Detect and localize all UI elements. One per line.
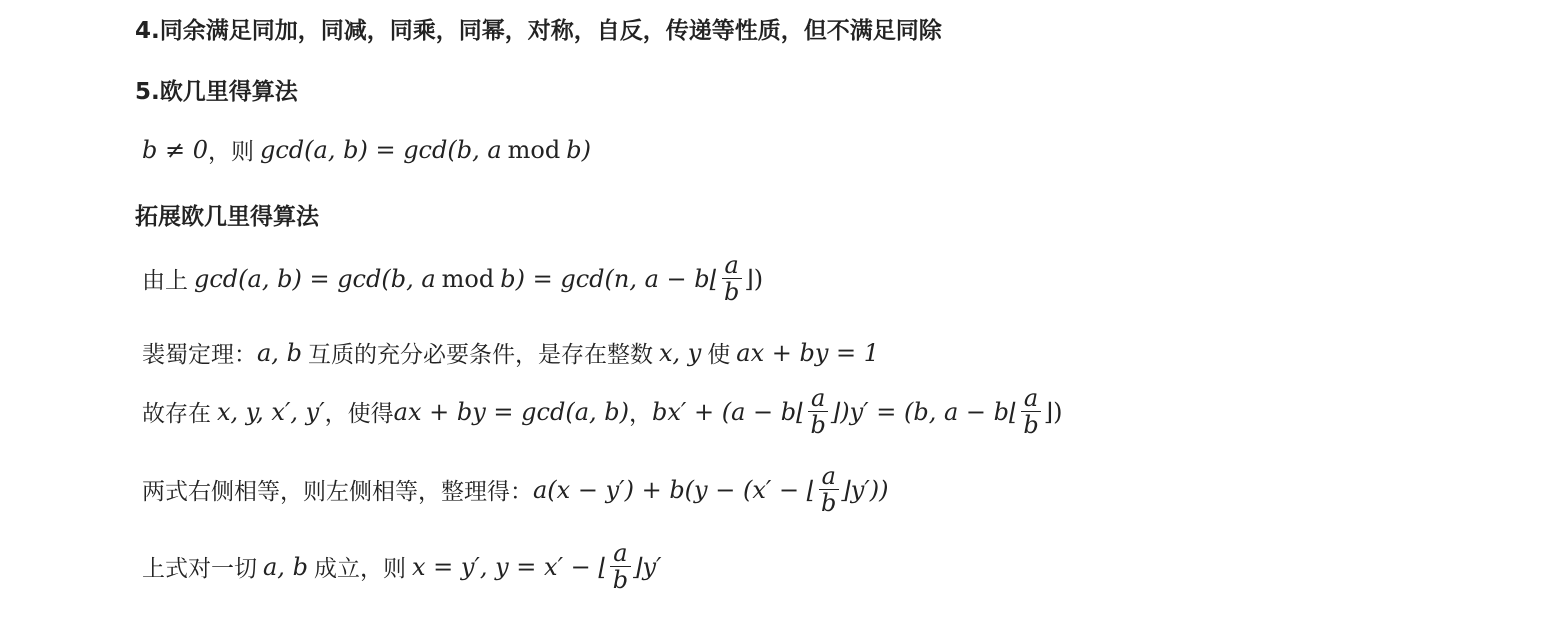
fraction-a-over-b: $\frac{a}{b}$ [1020,385,1041,438]
fraction-a-over-b: $\frac{a}{b}$ [807,385,828,438]
result-label: 上式对一切 [142,556,257,582]
fraction-a-over-b: $\frac{a}{b}$ [610,540,631,593]
derivation-formula: gcd(a, b) = gcd(b, a [194,264,436,293]
bezout-xy: x, y [658,338,702,367]
equal-sides-line [142,463,889,516]
result-equation-a: x = y′, y = x′ − ⌊ [411,552,608,581]
fraction-a-over-b: $\frac{a}{b}$ [721,252,742,305]
result-vars: a, b [263,552,308,581]
derivation-line [142,252,763,305]
euclid-then-text: ，则 [208,139,254,165]
bezout-text: 互质的充分必要条件，是存在整数 [307,342,653,368]
existence-equation-2b: ⌋)y′ = (b, a − b⌊ [830,397,1019,426]
equal-sides-equation-a: a(x − y′) + b(y − (x′ − ⌊ [533,475,817,504]
existence-equation-1: ax + by = gcd(a, b) [393,397,629,426]
result-line [142,540,662,593]
existence-text: ，使得 [324,401,394,427]
result-equation-b: ⌋y′ [633,552,662,581]
equal-sides-equation-b: ⌋y′)) [841,475,889,504]
existence-comma: ， [629,401,652,427]
fraction-a-over-b: $\frac{a}{b}$ [818,463,839,516]
derivation-formula-tail: ⌋) [744,264,764,293]
euclid-condition: b ≠ 0 [142,135,208,164]
bezout-text-2: 使 [707,342,731,368]
euclid-formula: gcd(a, b) = gcd(b, a [260,135,502,164]
existence-equation-2a: bx′ + (a − b⌊ [652,397,806,426]
bezout-label: 裴蜀定理： [142,342,257,368]
existence-vars: x, y, x′, y′ [217,397,325,426]
mod-operator: mod [507,135,561,164]
euclid-formula-tail: b) [566,135,591,164]
existence-equation-2c: ⌋) [1043,397,1063,426]
heading-extended-euclid: 拓展欧几里得算法 [135,204,319,230]
euclid-formula-line [142,133,591,166]
heading-congruence-properties: 4.同余满足同加，同减，同乘，同幂，对称，自反，传递等性质，但不满足同除 [135,18,942,44]
existence-line [142,385,1062,438]
derivation-label: 由上 [142,268,188,294]
result-text: 成立，则 [313,556,406,582]
bezout-equation: ax + by = 1 [736,338,880,367]
existence-label: 故存在 [142,401,211,427]
heading-euclid-algorithm: 5.欧几里得算法 [135,79,298,105]
equal-sides-label: 两式右侧相等，则左侧相等，整理得： [142,479,533,505]
bezout-theorem-line [142,336,879,369]
bezout-vars: a, b [257,338,302,367]
derivation-formula-mid: b) = gcd(n, a − b⌊ [500,264,719,293]
mod-operator: mod [441,264,495,293]
